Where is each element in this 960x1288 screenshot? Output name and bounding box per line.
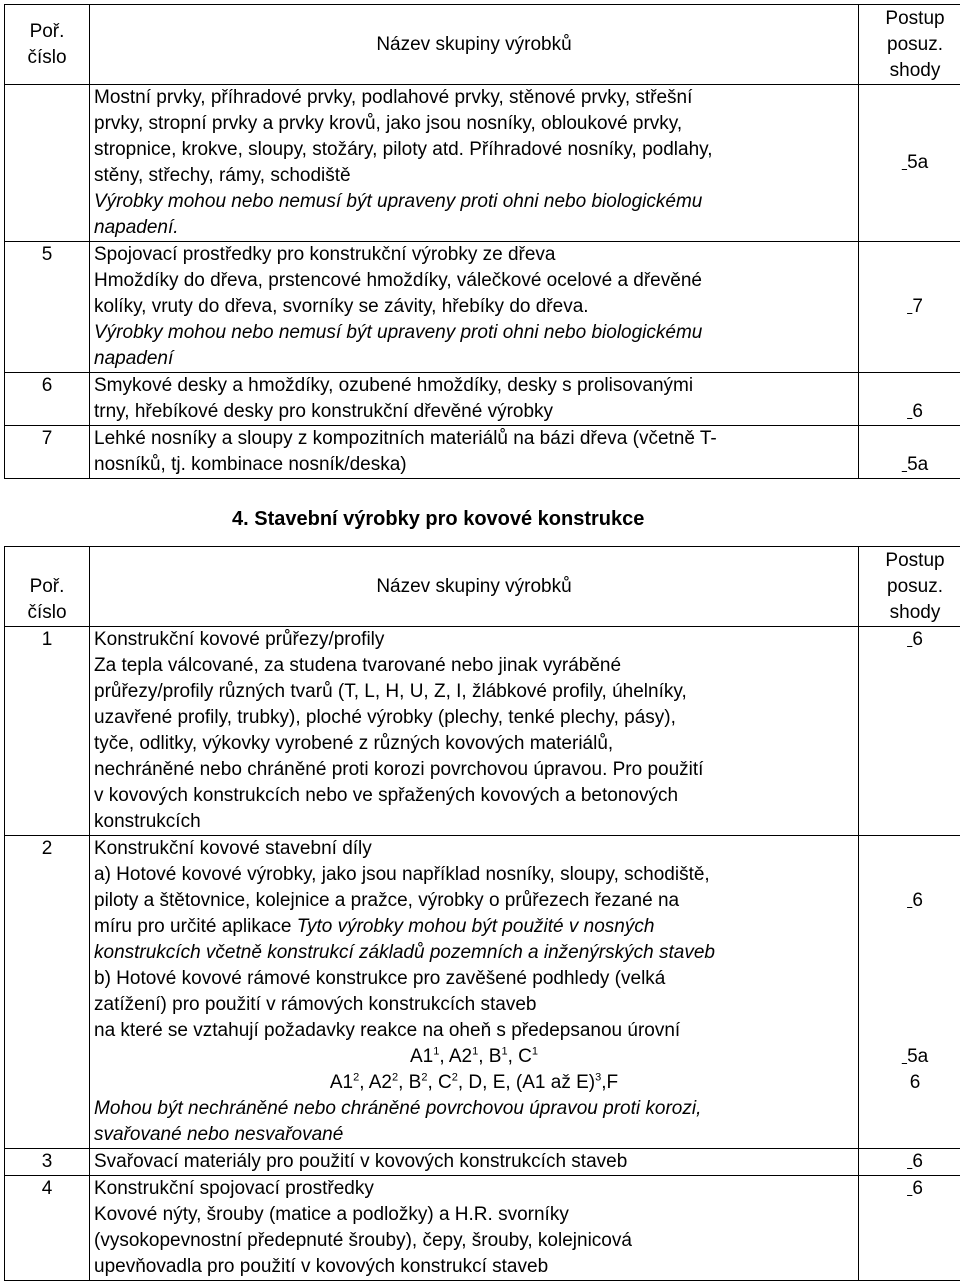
- header-number: Poř. číslo: [5, 547, 90, 627]
- row-description: Svařovací materiály pro použití v kovových konstrukcích staveb: [90, 1149, 859, 1176]
- row-number: 6: [5, 373, 90, 426]
- product-table-wood: [4, 4, 960, 479]
- row-procedure: 7: [859, 242, 960, 373]
- product-table-metal: [4, 546, 960, 1281]
- table-row: [5, 85, 960, 242]
- row-procedure: 6: [859, 627, 960, 836]
- fire-class-2: $A1^2$, $A2^2$, $B^2$, $C^2$, D, E, (A1 až E)$^3$,F: [329, 1071, 619, 1093]
- header-product-group: Název skupiny výrobků: [90, 5, 859, 85]
- row-number: 4: [5, 1176, 90, 1281]
- fire-class-1: $A1^1$, $A2^1$, $B^1$, $C^1$: [409, 1045, 538, 1067]
- row-description: Konstrukční kovové stavební díly a) Hotové kovové výrobky, jako jsou například nosníky, sloupy, schodiště, piloty a štětovnice, kolejnice a pražce, výrobky o průřezech řezané na míru pro určité aplikace Tyto výrobky mohou být použité v nosných konstrukcích včetně konstrukcí základů pozemních a inženýrských staveb b) Hotové kovové rámové konstrukce pro zavěšené podhledy (velká zatížení) pro použití v rámových konstrukcích staveb na které se vztahují požadavky reakce na oheň s předepsanou úrovní $A1^1$, $A2^1$, $B^1$, $C^1$ $A1^2$, $A2^2$, $B^2$, $C^2$, D, E, (A1 až E)$^3$,F Mohou být nechráněné nebo chráněné povrchovou úpravou proti korozi, svařované nebo nesvařované: [90, 836, 859, 1149]
- row-description: Konstrukční spojovací prostředky Kovové nýty, šrouby (matice a podložky) a H.R. svorníky (vysokopevnostní předepnuté šrouby), čepy, šrouby, kolejnicová upevňovadla pro použití v kovových konstrukcí staveb: [90, 1176, 859, 1281]
- header-number: Poř. číslo: [5, 5, 90, 85]
- table-row: [5, 627, 960, 836]
- row-description: Smykové desky a hmoždíky, ozubené hmoždíky, desky s prolisovanými trny, hřebíkové desky pro konstrukční dřevěné výrobky: [90, 373, 859, 426]
- row-procedure: 6 5a 6: [859, 836, 960, 1149]
- table-row: [5, 1149, 960, 1176]
- row-number: [5, 85, 90, 242]
- table-row: [5, 836, 960, 1149]
- row-number: 7: [5, 426, 90, 479]
- row-procedure: 6: [859, 373, 960, 426]
- section-heading: 4. Stavební výrobky pro kovové konstrukce: [232, 508, 645, 530]
- table-header: [5, 547, 960, 627]
- row-number: 2: [5, 836, 90, 1149]
- table-header: [5, 5, 960, 85]
- row-procedure: 5a: [859, 85, 960, 242]
- header-product-group: Název skupiny výrobků: [90, 547, 859, 627]
- row-procedure: 6: [859, 1149, 960, 1176]
- header-procedure: Postup posuz. shody: [859, 5, 960, 85]
- table-row: [5, 1176, 960, 1281]
- row-procedure: 6: [859, 1176, 960, 1281]
- row-description: Lehké nosníky a sloupy z kompozitních materiálů na bázi dřeva (včetně T- nosníků, tj. kombinace nosník/deska): [90, 426, 859, 479]
- table-row: [5, 426, 960, 479]
- row-number: 5: [5, 242, 90, 373]
- row-procedure: 5a: [859, 426, 960, 479]
- table-row: [5, 242, 960, 373]
- row-description: Konstrukční kovové průřezy/profily Za tepla válcované, za studena tvarované nebo jinak vyráběné průřezy/profily různých tvarů (T, L, H, U, Z, I, žlábkové profily, úhelníky, uzavřené profily, trubky), ploché výrobky (plechy, tenké plechy, pásy), tyče, odlitky, výkovky vyrobené z různých kovových materiálů, nechráněné nebo chráněné proti korozi povrchovou úpravou. Pro použití v kovových konstrukcích nebo ve spřažených kovových a betonových konstrukcích: [90, 627, 859, 836]
- row-number: 1: [5, 627, 90, 836]
- header-procedure: Postup posuz. shody: [859, 547, 960, 627]
- row-number: 3: [5, 1149, 90, 1176]
- row-description: Mostní prvky, příhradové prvky, podlahové prvky, stěnové prvky, střešní prvky, stropní prvky a prvky krovů, jako jsou nosníky, obloukové prvky, stropnice, krokve, sloupy, stožáry, piloty atd. Příhradové nosníky, podlahy, stěny, střechy, rámy, schodiště Výrobky mohou nebo nemusí být upraveny proti ohni nebo biologickému napadení.: [90, 85, 859, 242]
- row-description: Spojovací prostředky pro konstrukční výrobky ze dřeva Hmoždíky do dřeva, prstencové hmoždíky, válečkové ocelové a dřevěné kolíky, vruty do dřeva, svorníky se závity, hřebíky do dřeva. Výrobky mohou nebo nemusí být upraveny proti ohni nebo biologickému napadení: [90, 242, 859, 373]
- table-row: [5, 373, 960, 426]
